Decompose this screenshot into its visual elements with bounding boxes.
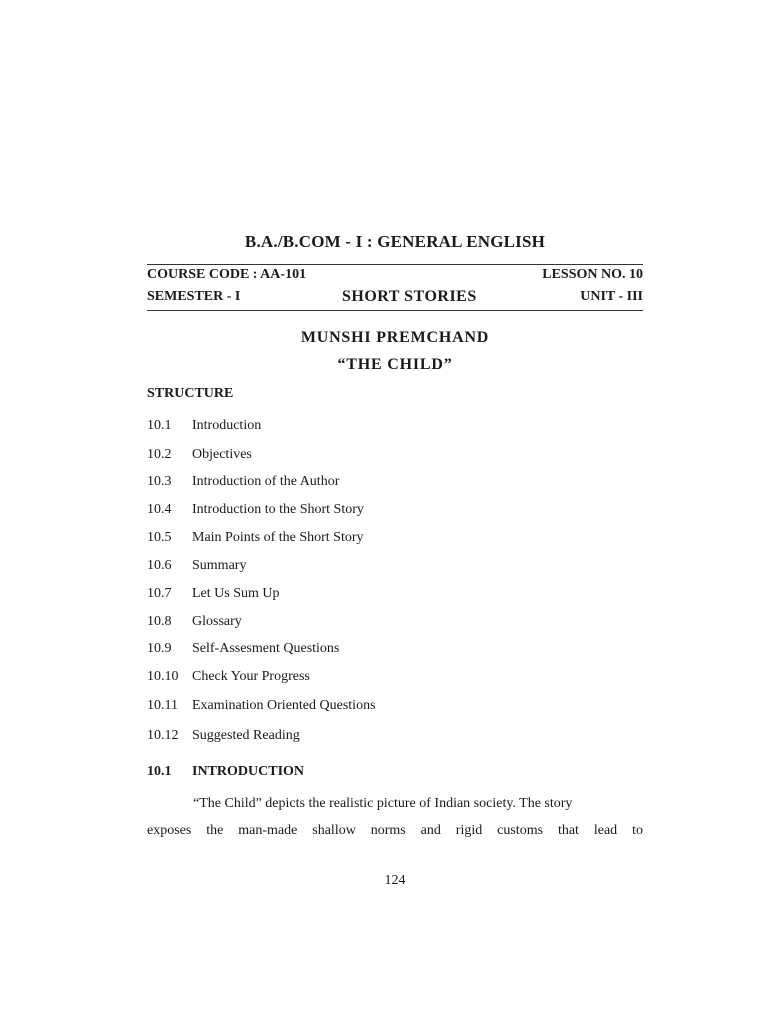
toc-label: Introduction to the Short Story <box>192 502 364 517</box>
toc-item <box>147 669 310 685</box>
section-title: INTRODUCTION <box>192 764 305 779</box>
toc-label: Self-Assesment Questions <box>192 641 340 656</box>
lesson-number: LESSON NO. 10 <box>542 267 643 282</box>
header-bottom-rule <box>147 310 643 311</box>
toc-label: Introduction of the Author <box>192 474 340 489</box>
toc-item <box>147 558 246 574</box>
story-title: “THE CHILD” <box>337 356 453 373</box>
page-number: 124 <box>384 873 406 888</box>
course-title: B.A./B.COM - I : GENERAL ENGLISH <box>244 232 546 251</box>
toc-label: Suggested Reading <box>192 728 300 743</box>
toc-number: 10.11 <box>147 698 178 713</box>
toc-number: 10.3 <box>147 474 172 489</box>
toc-item <box>147 530 364 546</box>
introduction-paragraph <box>147 790 643 844</box>
toc-item <box>147 614 242 630</box>
introduction-heading <box>147 764 304 780</box>
toc-number: 10.12 <box>147 728 179 743</box>
author-name: MUNSHI PREMCHAND <box>300 329 490 346</box>
toc-number: 10.8 <box>147 614 172 629</box>
toc-number: 10.5 <box>147 530 172 545</box>
toc-item <box>147 641 339 657</box>
toc-number: 10.10 <box>147 669 179 684</box>
toc-number: 10.2 <box>147 447 172 462</box>
semester: SEMESTER - I <box>147 289 241 304</box>
toc-number: 10.6 <box>147 558 172 573</box>
toc-label: Summary <box>192 558 247 573</box>
structure-heading: STRUCTURE <box>147 386 234 401</box>
toc-label: Let Us Sum Up <box>192 586 280 601</box>
toc-item <box>147 418 261 434</box>
toc-item <box>147 474 339 490</box>
paragraph-line: “The Child” depicts the realistic picture of Indian society. The story <box>193 796 573 811</box>
toc-label: Introduction <box>192 418 262 433</box>
toc-label: Objectives <box>192 447 252 462</box>
section-number: 10.1 <box>147 764 172 779</box>
toc-item <box>147 586 280 602</box>
toc-item <box>147 447 252 463</box>
section-name: SHORT STORIES <box>342 288 477 305</box>
toc-number: 10.1 <box>147 418 172 433</box>
toc-item <box>147 698 376 714</box>
toc-number: 10.4 <box>147 502 172 517</box>
toc-item <box>147 502 364 518</box>
toc-label: Main Points of the Short Story <box>192 530 364 545</box>
toc-number: 10.7 <box>147 586 172 601</box>
toc-item <box>147 728 300 744</box>
unit-number: UNIT - III <box>580 289 643 304</box>
toc-number: 10.9 <box>147 641 172 656</box>
paragraph-line: exposes the man-made shallow norms and rigid customs that lead to <box>147 823 643 838</box>
toc-label: Glossary <box>192 614 242 629</box>
course-code: COURSE CODE : AA-101 <box>147 267 307 282</box>
toc-label: Check Your Progress <box>192 669 310 684</box>
header-top-rule <box>147 264 643 265</box>
toc-label: Examination Oriented Questions <box>192 698 376 713</box>
